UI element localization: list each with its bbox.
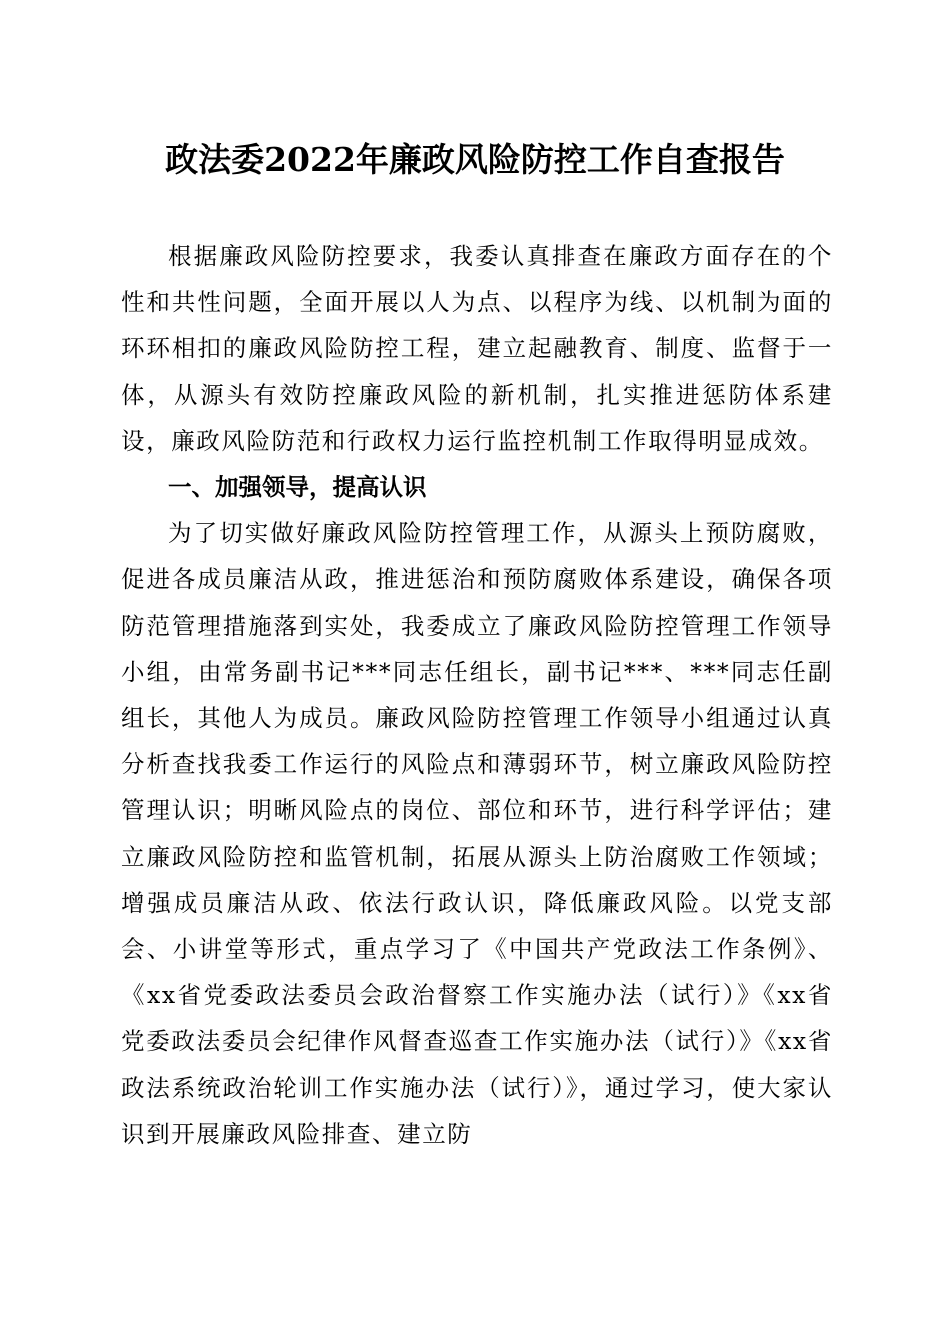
document-body (121, 233, 833, 1157)
intro-paragraph: 根据廉政风险防控要求，我委认真排查在廉政方面存在的个性和共性问题，全面开展以人为点、以程序为线、以机制为面的环环相扣的廉政风险防控工程，建立起融教育、制度、监督于一体，从源头有效防控廉政风险的新机制，扎实推进惩防体系建设，廉政风险防范和行政权力运行监控机制工作取得明显成效。 (121, 242, 833, 455)
section-1-paragraph: 为了切实做好廉政风险防控管理工作，从源头上预防腐败，促进各成员廉洁从政，推进惩治和预防腐败体系建设，确保各项防范管理措施落到实处，我委成立了廉政风险防控管理工作领导小组，由常务副书记***同志任组长，副书记***、***同志任副组长，其他人为成员。廉政风险防控管理工作领导小组通过认真分析查找我委工作运行的风险点和薄弱环节，树立廉政风险防控管理认识；明晰风险点的岗位、部位和环节，进行科学评估；建立廉政风险防控和监管机制，拓展从源头上防治腐败工作领域；增强成员廉洁从政、依法行政认识，降低廉政风险。以党支部会、小讲堂等形式，重点学习了《中国共产党政法工作条例》、《xx省党委政法委员会政治督察工作实施办法（试行）》《xx省党委政法委员会纪律作风督查巡查工作实施办法（试行）》《xx省政法系统政治轮训工作实施办法（试行）》，通过学习，使大家认识到开展廉政风险排查、建立防 (121, 519, 833, 1148)
section-heading-1: 一、加强领导，提高认识 (168, 473, 427, 502)
document-title: 政法委2022年廉政风险防控工作自查报告 (165, 140, 785, 179)
